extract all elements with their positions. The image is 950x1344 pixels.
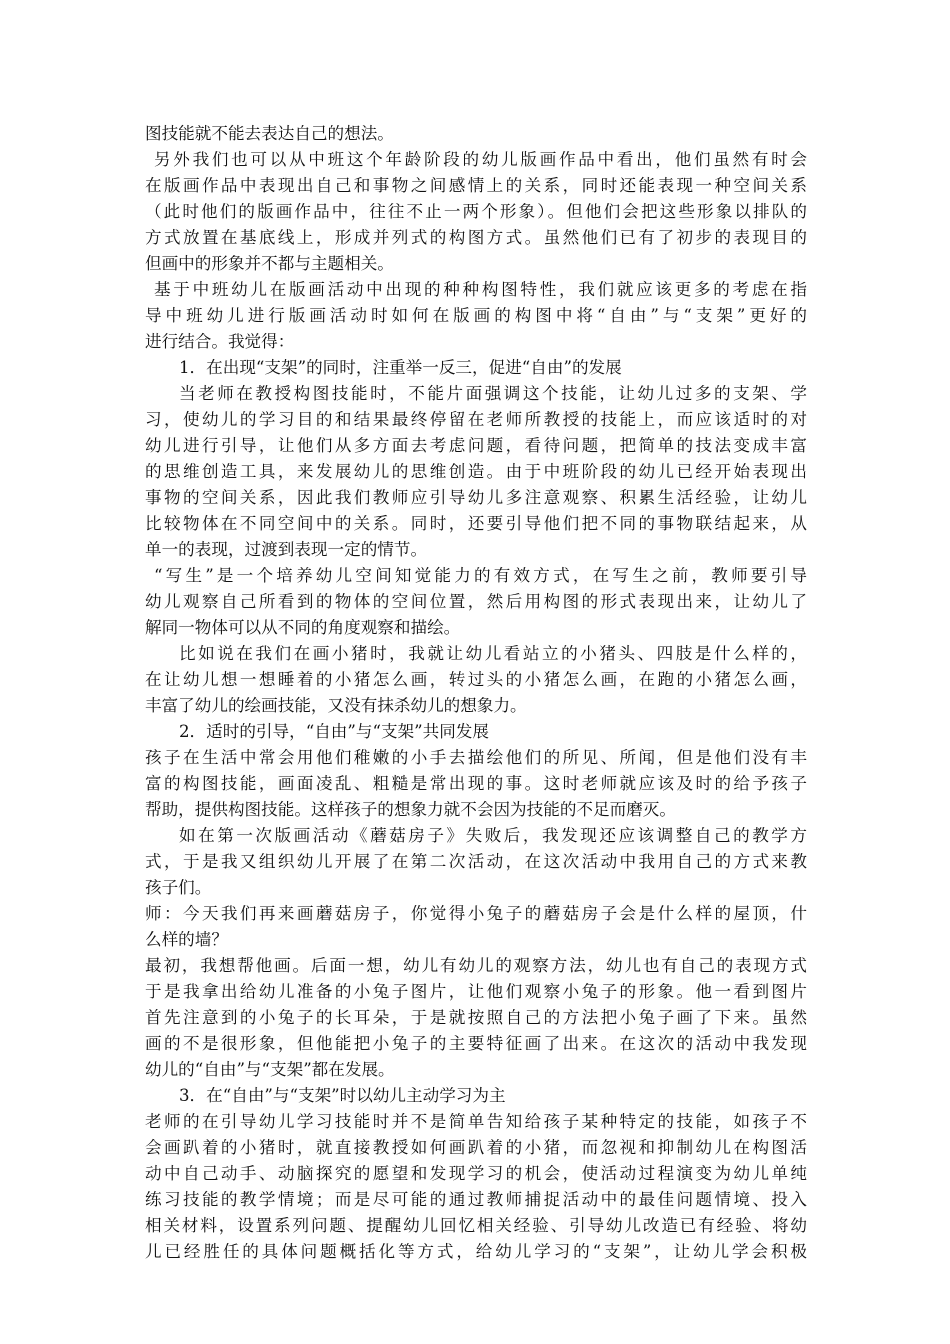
text-line: 进行结合。我觉得： xyxy=(145,332,295,351)
text-line: 的思维创造工具，来发展幼儿的思维创造。由于中班阶段的幼儿已经开始表现出 xyxy=(145,462,807,481)
text-line: 幼儿的“自由”与“支架”都在发展。 xyxy=(145,1060,395,1079)
text-line: 帮助，提供构图技能。这样孩子的想象力就不会因为技能的不足而磨灭。 xyxy=(145,800,676,819)
text-line: 1．在出现“支架”的同时，注重举一反三，促进“自由”的发展 xyxy=(179,358,622,377)
text-line: 在版画作品中表现出自己和事物之间感情上的关系，同时还能表现一种空间关系 xyxy=(145,176,807,195)
text-line: 练习技能的教学情境；而是尽可能的通过教师捕捉活动中的最佳问题情境、投入 xyxy=(145,1190,807,1209)
text-line: 最初，我想帮他画。后面一想，幼儿有幼儿的观察方法，幼儿也有自己的表现方式 xyxy=(145,956,807,975)
text-line: 幼儿观察自己所看到的物体的空间位置，然后用构图的形式表现出来，让幼儿了 xyxy=(145,592,807,611)
text-line: 老师的在引导幼儿学习技能时并不是简单告知给孩子某种特定的技能，如孩子不 xyxy=(145,1112,807,1131)
text-line: 另外我们也可以从中班这个年龄阶段的幼儿版画作品中看出，他们虽然有时会 xyxy=(154,150,807,169)
text-line: 画的不是很形象，但他能把小兔子的主要特征画了出来。在这次的活动中我发现 xyxy=(145,1034,807,1053)
text-line: 在让幼儿想一想睡着的小猪怎么画，转过头的小猪怎么画，在跑的小猪怎么画， xyxy=(145,670,807,689)
text-line: 么样的墙？ xyxy=(145,930,228,949)
text-line: 当老师在教授构图技能时，不能片面强调这个技能，让幼儿过多的支架、学 xyxy=(179,384,807,403)
text-line: 富的构图技能，画面凌乱、粗糙是常出现的事。这时老师就应该及时的给予孩子 xyxy=(145,774,807,793)
text-line: 儿已经胜任的具体问题概括化等方式，给幼儿学习的“支架”，让幼儿学会积极 xyxy=(145,1242,807,1261)
text-line: 3．在“自由”与“支架”时以幼儿主动学习为主 xyxy=(179,1086,506,1105)
text-line: 基于中班幼儿在版画活动中出现的种种构图特性，我们就应该更多的考虑在指 xyxy=(154,280,807,299)
text-line: 孩子们。 xyxy=(145,878,212,897)
text-line: 动中自己动手、动脑探究的愿望和发现学习的机会，使活动过程演变为幼儿单纯 xyxy=(145,1164,807,1183)
text-line: 式，于是我又组织幼儿开展了在第二次活动，在这次活动中我用自己的方式来教 xyxy=(145,852,807,871)
text-line: 习，使幼儿的学习目的和结果最终停留在老师所教授的技能上，而应该适时的对 xyxy=(145,410,807,429)
text-line: 首先注意到的小兔子的长耳朵，于是就按照自己的方法把小兔子画了下来。虽然 xyxy=(145,1008,807,1027)
text-line: 会画趴着的小猪时，就直接教授如何画趴着的小猪，而忽视和抑制幼儿在构图活 xyxy=(145,1138,807,1157)
document-page xyxy=(145,121,807,1265)
text-line: 师：今天我们再来画蘑菇房子，你觉得小兔子的蘑菇房子会是什么样的屋顶，什 xyxy=(145,904,807,923)
text-line: 导中班幼儿进行版画活动时如何在版画的构图中将“自由”与“支架”更好的 xyxy=(145,306,807,325)
text-line: 孩子在生活中常会用他们稚嫩的小手去描绘他们的所见、所闻，但是他们没有丰 xyxy=(145,748,807,767)
text-line: 相关材料，设置系列问题、提醒幼儿回忆相关经验、引导幼儿改造已有经验、将幼 xyxy=(145,1216,807,1235)
text-line: 比较物体在不同空间中的关系。同时，还要引导他们把不同的事物联结起来，从 xyxy=(145,514,807,533)
text-line: 方式放置在基底线上，形成并列式的构图方式。虽然他们已有了初步的表现目的 xyxy=(145,228,807,247)
text-line: “写生”是一个培养幼儿空间知觉能力的有效方式，在写生之前，教师要引导 xyxy=(154,566,807,585)
text-line: 事物的空间关系，因此我们教师应引导幼儿多注意观察、积累生活经验，让幼儿 xyxy=(145,488,807,507)
text-line: 解同一物体可以从不同的角度观察和描绘。 xyxy=(145,618,461,637)
text-line: 如在第一次版画活动《蘑菇房子》失败后，我发现还应该调整自己的教学方 xyxy=(179,826,807,845)
text-line: 丰富了幼儿的绘画技能，又没有抹杀幼儿的想象力。 xyxy=(145,696,527,715)
text-line: 单一的表现，过渡到表现一定的情节。 xyxy=(145,540,428,559)
text-line: 比如说在我们在画小猪时，我就让幼儿看站立的小猪头、四肢是什么样的， xyxy=(179,644,807,663)
text-line: 于是我拿出给幼儿准备的小兔子图片，让他们观察小兔子的形象。他一看到图片 xyxy=(145,982,807,1001)
text-line: 2．适时的引导，“自由”与“支架”共同发展 xyxy=(179,722,489,741)
text-line: 但画中的形象并不都与主题相关。 xyxy=(145,254,394,273)
text-line: 幼儿进行引导，让他们从多方面去考虑问题，看待问题，把简单的技法变成丰富 xyxy=(145,436,807,455)
text-line: 图技能就不能去表达自己的想法。 xyxy=(145,124,394,143)
text-line: （此时他们的版画作品中，往往不止一两个形象）。但他们会把这些形象以排队的 xyxy=(145,202,807,221)
